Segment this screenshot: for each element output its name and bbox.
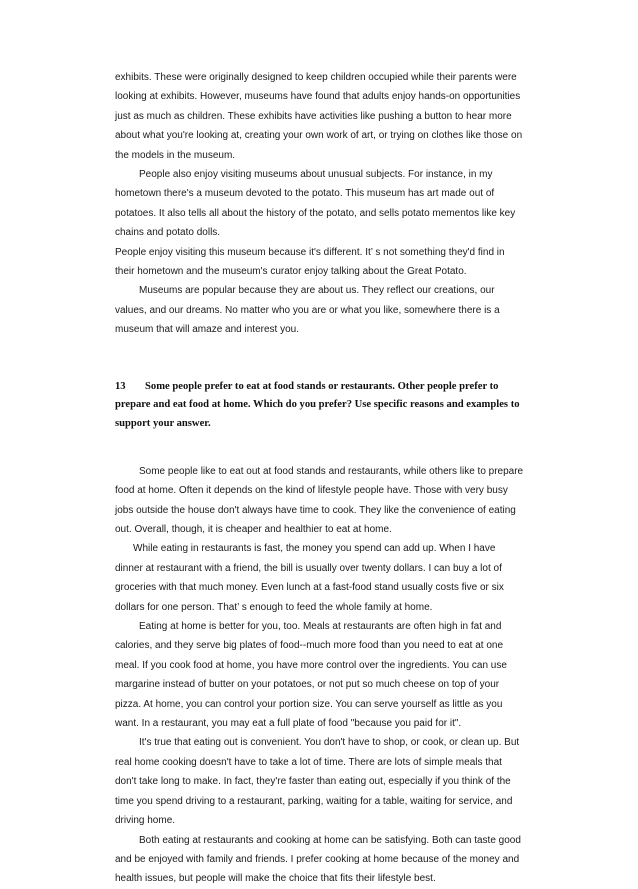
paragraph-exhibits: exhibits. These were originally designed to keep children occupied while their parents were looking at exhibits. However, museums have found that adults enjoy hands-on opportunities just as much as children. These exhibits have activities like pushing a button to hear more about what you're looking at, creating your own work of art, or trying on clothes like those on the models in the museum. xyxy=(115,72,523,161)
paragraph-unusual-museums: People also enjoy visiting museums about unusual subjects. For instance, in my hometown there's a museum devoted to the potato. This museum has art made out of potatoes. It also tells all about the history of the potato, and sells potato mementos like key chains and potato dolls. xyxy=(115,169,516,239)
paragraph-food-cost: While eating in restaurants is fast, the money you spend can add up. When I have dinner at restaurant with a friend, the bill is usually over twenty dollars. I can buy a lot of groceries with that much money. Even lunch at a fast-food stand usually costs five or six dollars for one person. That’ s enough to feed the whole family at home. xyxy=(115,543,504,613)
food-essay-section xyxy=(115,462,525,889)
question-number: 13 xyxy=(115,380,126,392)
question-text: Some people prefer to eat at food stands or restaurants. Other people prefer to prepare and eat food at home. Which do you prefer? Use specific reasons and examples to support your answer. xyxy=(115,380,520,429)
question-prompt xyxy=(115,378,525,434)
paragraph-food-health: Eating at home is better for you, too. Meals at restaurants are often high in fat and calories, and they serve big plates of food--much more food than you need to eat at one meal. If you cook food at home, you have more control over the ingredients. You can use margarine instead of butter on your potatoes, or not put so much cheese on top of your pizza. At home, you can control your portion size. You can serve yourself as little as you want. In a restaurant, you may eat a full plate of food "because you paid for it". xyxy=(115,621,507,730)
question-spacer xyxy=(115,444,525,462)
museum-essay-section xyxy=(115,68,525,340)
paragraph-food-convenience: It's true that eating out is convenient. You don't have to shop, or cook, or clean up. But real home cooking doesn't have to take a lot of time. There are lots of simple meals that don't take long to make. In fact, they're faster than eating out, especially if you think of the time you spend driving to a restaurant, parking, waiting for a table, waiting for service, and driving home. xyxy=(115,737,520,827)
paragraph-museum-conclusion: Museums are popular because they are about us. They reflect our creations, our values, and our dreams. No matter who you are or what you like, somewhere there is a museum that will amaze and interest you. xyxy=(115,285,500,336)
paragraph-potato-museum: People enjoy visiting this museum because it's different. It’ s not something they'd find in their hometown and the museum's curator enjoy talking about the Great Potato. xyxy=(115,246,505,278)
paragraph-food-intro: Some people like to eat out at food stands and restaurants, while others like to prepare food at home. Often it depends on the kind of lifestyle people have. Those with very busy jobs outside the house don't always have time to cook. They like the convenience of eating out. Overall, though, it is cheaper and healthier to eat at home. xyxy=(115,465,524,535)
section-spacer xyxy=(115,340,525,359)
page-content xyxy=(115,68,525,889)
section-spacer xyxy=(115,359,525,378)
paragraph-food-conclusion: Both eating at restaurants and cooking at home can be satisfying. Both can taste good and be enjoyed with family and friends. I prefer cooking at home because of the money and health issues, but people will make the choice that fits their lifestyle best. xyxy=(115,834,521,885)
